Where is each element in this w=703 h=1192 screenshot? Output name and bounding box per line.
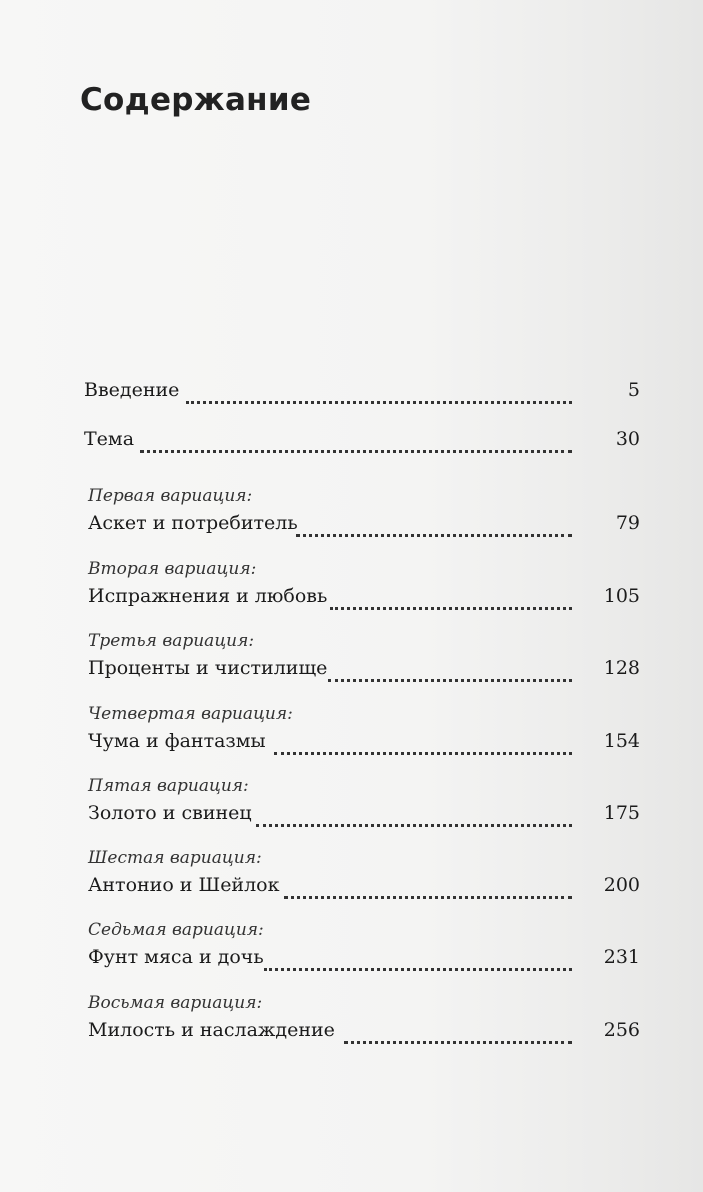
variation-label: Четвертая вариация:	[88, 704, 293, 724]
toc-row-introduction	[0, 379, 703, 405]
dot-leader	[284, 878, 572, 899]
dot-leader	[264, 950, 572, 971]
variation-label: Пятая вариация:	[88, 776, 249, 796]
toc-entry-title: Золото и свинец	[88, 802, 252, 824]
dot-leader	[328, 661, 572, 682]
toc-row	[0, 946, 703, 972]
toc-page-number: 256	[603, 1019, 640, 1041]
dot-leader	[186, 383, 572, 404]
dot-leader	[140, 432, 572, 453]
toc-row	[0, 730, 703, 756]
toc-entry-title: Тема	[84, 428, 135, 450]
toc-entry-title: Фунт мяса и дочь	[88, 946, 264, 968]
page-title: Содержание	[80, 82, 312, 118]
variation-label: Вторая вариация:	[88, 559, 257, 579]
toc-row-theme	[0, 428, 703, 454]
toc-page-number: 175	[603, 802, 640, 824]
toc-entry-title: Введение	[84, 379, 180, 401]
toc-entry-title: Милость и наслаждение	[88, 1019, 335, 1041]
variation-label: Первая вариация:	[88, 486, 253, 506]
toc-entry-title: Аскет и потребитель	[88, 512, 298, 534]
toc-row	[0, 585, 703, 611]
toc-page-number: 128	[603, 657, 640, 679]
dot-leader	[344, 1023, 572, 1044]
toc-row	[0, 874, 703, 900]
toc-row	[0, 512, 703, 538]
variation-label: Шестая вариация:	[88, 848, 262, 868]
toc-page-number: 231	[603, 946, 640, 968]
variation-label: Седьмая вариация:	[88, 920, 264, 940]
toc-entry-title: Испражнения и любовь	[88, 585, 328, 607]
variation-label: Восьмая вариация:	[88, 993, 263, 1013]
dot-leader	[256, 806, 572, 827]
dot-leader	[330, 589, 572, 610]
toc-page-number: 79	[615, 512, 640, 534]
toc-entry-title: Проценты и чистилище	[88, 657, 328, 679]
toc-entry-title: Чума и фантазмы	[88, 730, 266, 752]
toc-row	[0, 1019, 703, 1045]
dot-leader	[296, 516, 572, 537]
toc-page-number: 5	[627, 379, 640, 401]
variation-label: Третья вариация:	[88, 631, 255, 651]
toc-page-number: 154	[603, 730, 640, 752]
toc-page-number: 105	[603, 585, 640, 607]
toc-page-number: 200	[603, 874, 640, 896]
toc-row	[0, 657, 703, 683]
dot-leader	[274, 734, 572, 755]
toc-page-number: 30	[615, 428, 640, 450]
toc-entry-title: Антонио и Шейлок	[88, 874, 280, 896]
toc-row	[0, 802, 703, 828]
